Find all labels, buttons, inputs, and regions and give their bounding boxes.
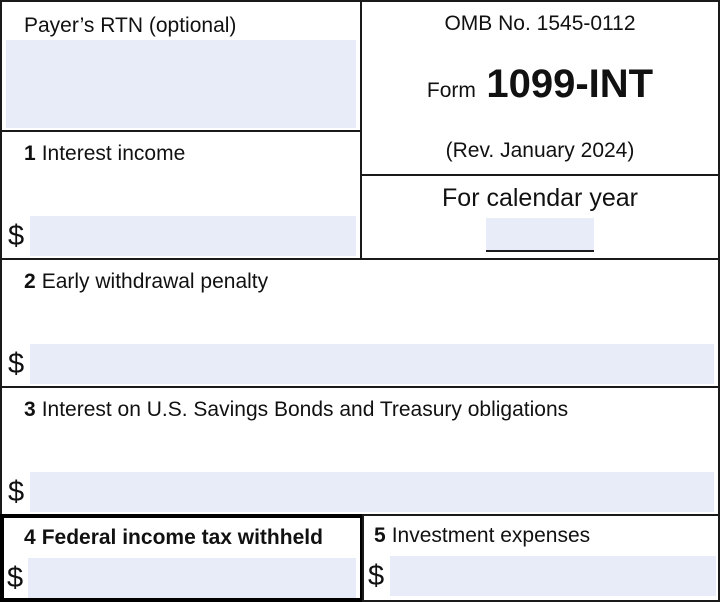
box-1-number: 1: [24, 142, 36, 165]
revision-date: (Rev. January 2024): [445, 139, 635, 162]
box-1-label: Interest income: [41, 142, 186, 165]
box-3-input[interactable]: [30, 472, 714, 512]
box-2-label: Early withdrawal penalty: [41, 270, 269, 293]
box-4-label: Federal income tax withheld: [41, 526, 323, 549]
box-3-dollar-sign: $: [8, 476, 25, 508]
form-title: [362, 62, 718, 107]
calendar-year-input[interactable]: [486, 218, 594, 252]
box-4-federal-tax-withheld: [0, 514, 364, 602]
payer-rtn-input[interactable]: [6, 40, 356, 128]
payer-rtn-label: Payer’s RTN (optional): [24, 14, 237, 37]
box-2-input[interactable]: [30, 344, 714, 384]
box-2-number: 2: [24, 270, 36, 293]
box-4-number: 4: [24, 526, 36, 549]
calendar-year-box: [360, 174, 720, 260]
omb-number: OMB No. 1545-0112: [444, 12, 636, 35]
box-5-dollar-sign: $: [368, 560, 385, 592]
box-5-number: 5: [374, 524, 386, 547]
calendar-year-label: For calendar year: [442, 184, 638, 212]
box-1-input[interactable]: [30, 216, 356, 256]
box-5-investment-expenses: [362, 514, 720, 602]
box-1-interest-income: [0, 130, 362, 260]
box-1-dollar-sign: $: [8, 220, 25, 252]
box-2-early-withdrawal-penalty: [0, 258, 720, 388]
box-5-label: Investment expenses: [391, 524, 591, 547]
box-5-input[interactable]: [390, 556, 716, 596]
payer-rtn-box: [0, 0, 362, 132]
form-header-box: [360, 0, 720, 176]
box-4-input[interactable]: [28, 558, 356, 598]
box-3-savings-bonds-interest: [0, 386, 720, 516]
form-name: 1099-INT: [486, 62, 654, 106]
box-4-dollar-sign: $: [7, 562, 24, 594]
form-prefix: Form: [426, 79, 476, 102]
box-3-number: 3: [24, 398, 36, 421]
box-2-dollar-sign: $: [8, 348, 25, 380]
box-3-label: Interest on U.S. Savings Bonds and Treasury obligations: [41, 398, 569, 421]
